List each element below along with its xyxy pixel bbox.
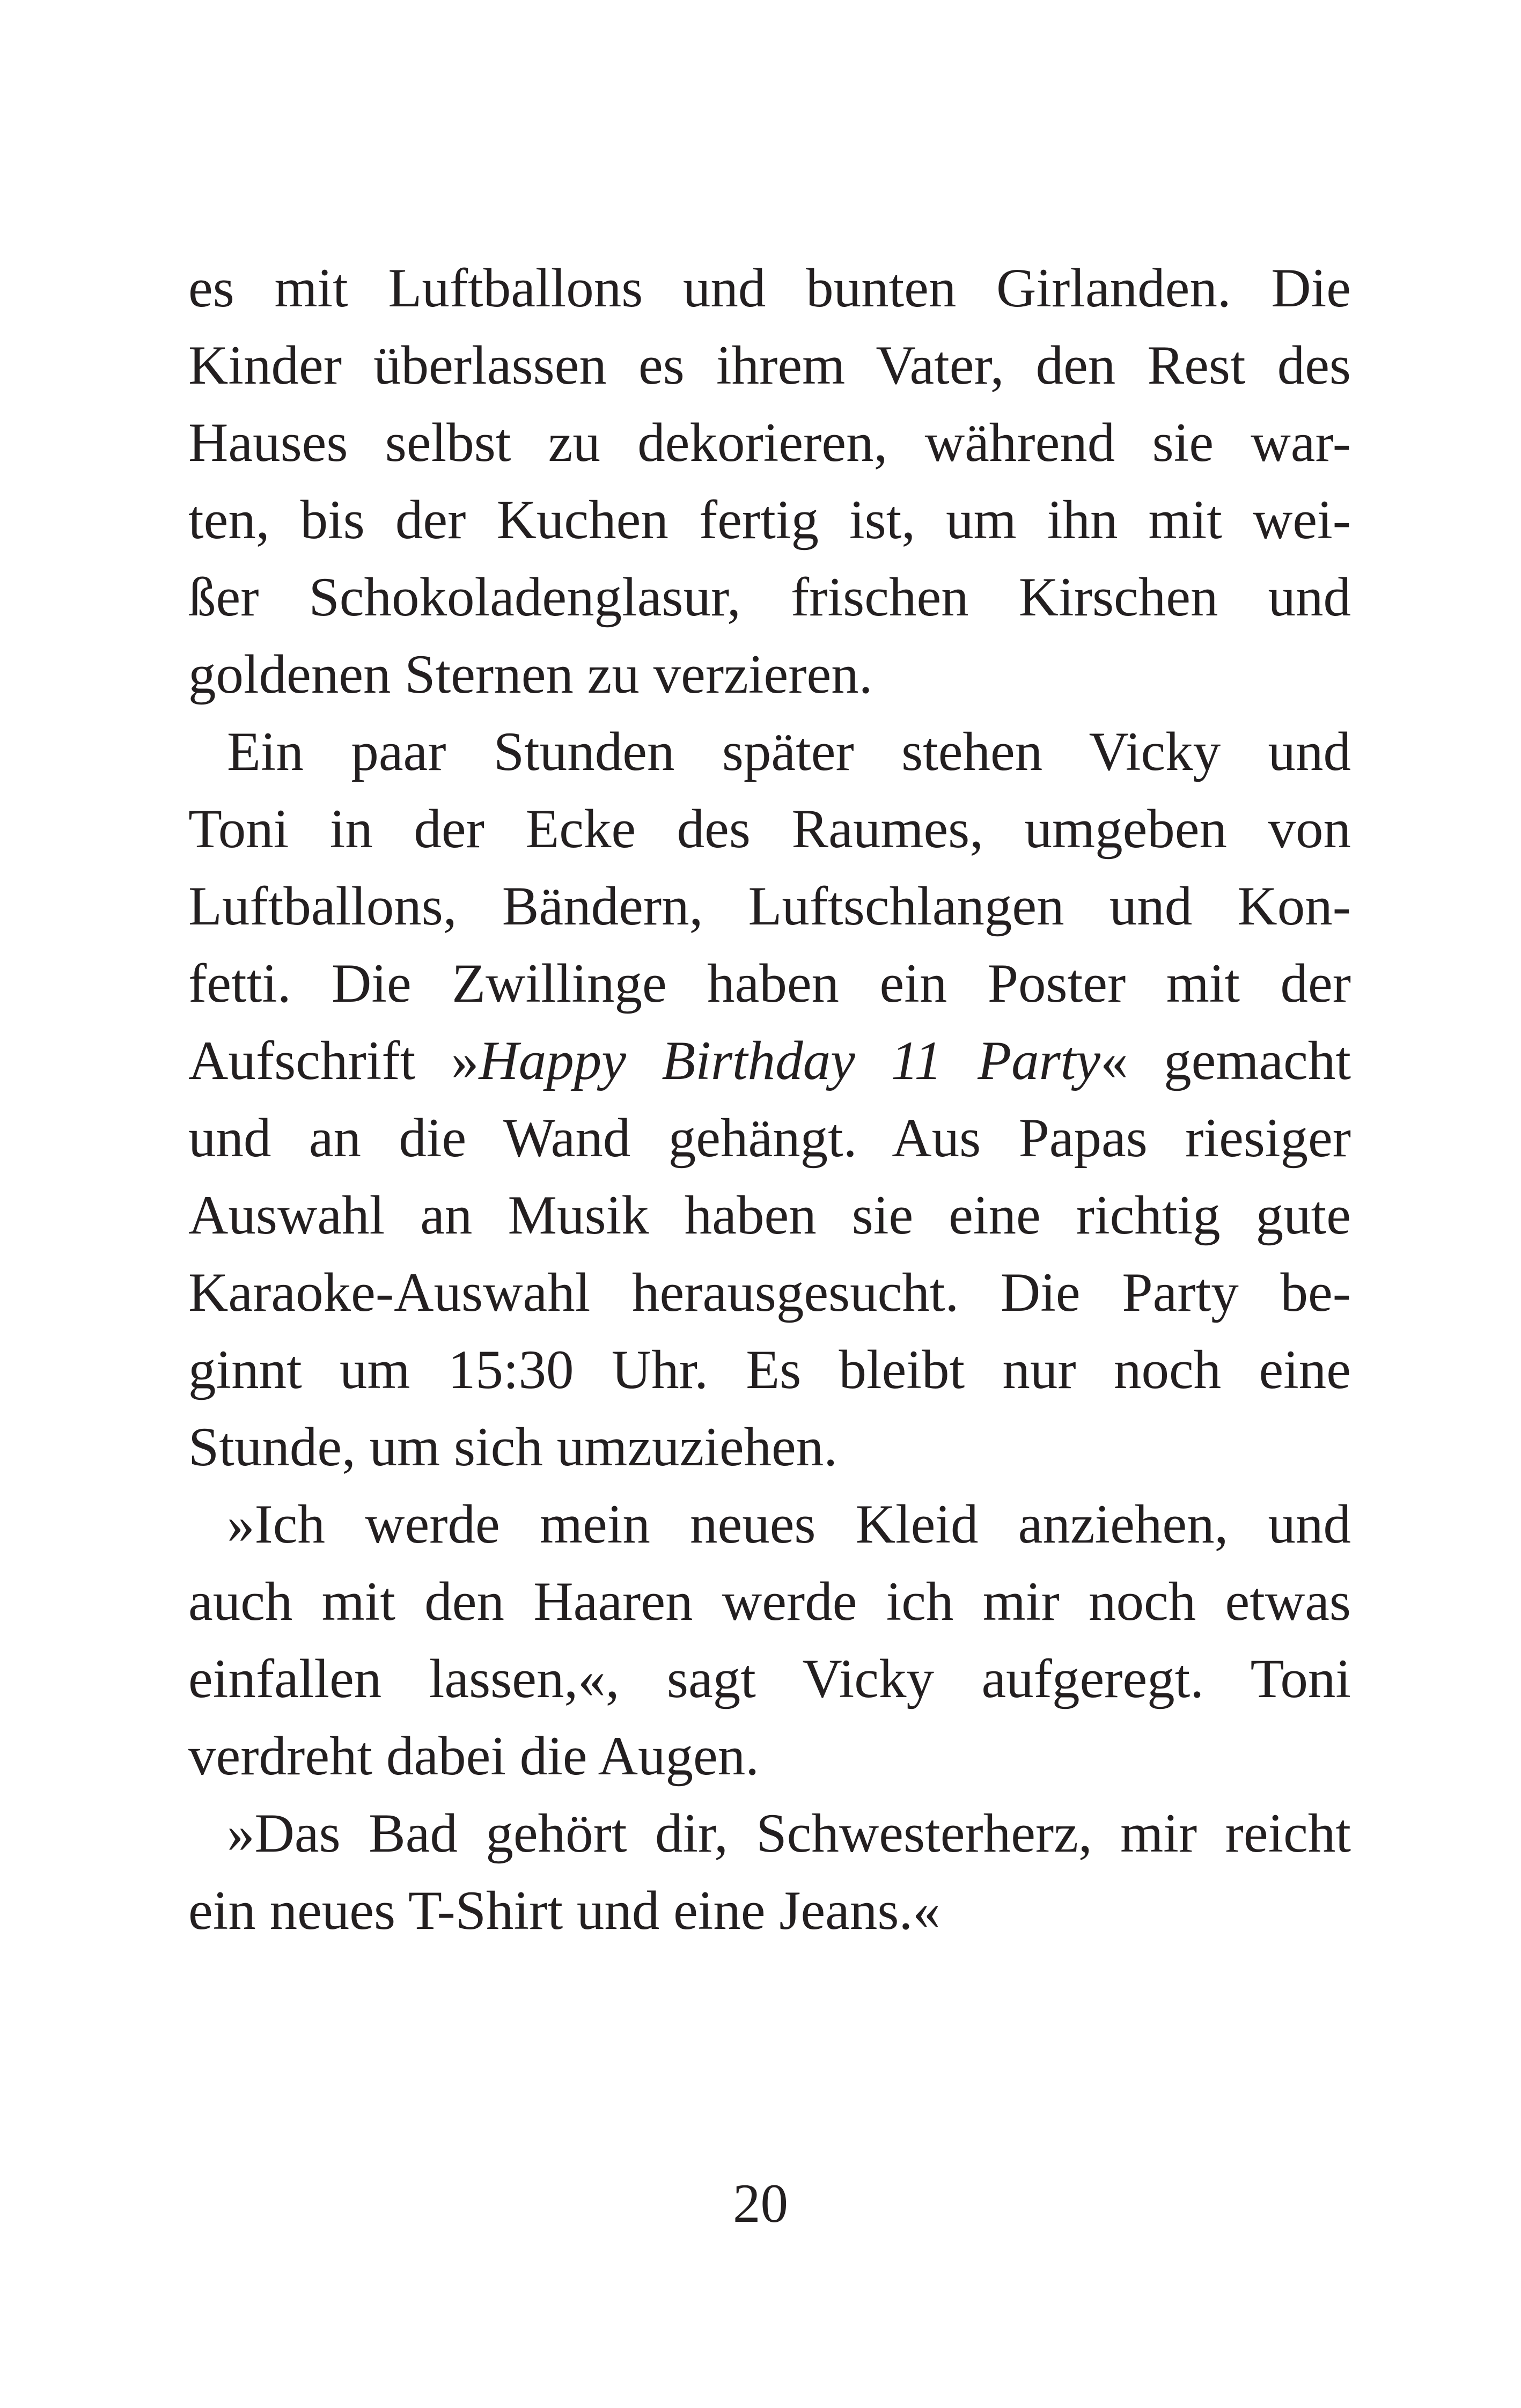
page-number: 20 (733, 2173, 788, 2234)
text-line: Kinder überlassen es ihrem Vater, den Rest des (188, 335, 1351, 396)
text-line: Karaoke-Auswahl herausgesucht. Die Party be- (188, 1262, 1351, 1323)
body-text (188, 249, 1351, 1949)
text-line: Toni in der Ecke des Raumes, umgeben von (188, 798, 1351, 860)
paragraph (188, 1795, 1351, 1949)
text-line: fetti. Die Zwillinge haben ein Poster mit der (188, 953, 1351, 1014)
poster-title: Happy Birthday 11 Party (479, 1030, 1101, 1091)
text-line: Luftballons, Bändern, Luftschlangen und Kon- (188, 876, 1351, 937)
text-fragment: Aufschrift » (188, 1030, 479, 1091)
paragraph (188, 249, 1351, 713)
text-line: es mit Luftballons und bunten Girlanden. Die (188, 258, 1351, 319)
text-line: ßer Schokoladenglasur, frischen Kirschen und (188, 567, 1351, 628)
text-line: »Das Bad gehört dir, Schwesterherz, mir reicht (227, 1803, 1351, 1864)
text-line: ten, bis der Kuchen fertig ist, um ihn mit wei- (188, 489, 1351, 550)
text-line: auch mit den Haaren werde ich mir noch etwas (188, 1571, 1351, 1632)
text-line: Auswahl an Musik haben sie eine richtig gute (188, 1185, 1351, 1246)
text-line: Ein paar Stunden später stehen Vicky und (227, 721, 1351, 782)
text-fragment: « gemacht (1100, 1030, 1351, 1091)
text-line (188, 1022, 1351, 1099)
paragraph (188, 1486, 1351, 1795)
text-line: goldenen Sternen zu verzieren. (188, 644, 873, 705)
text-line: »Ich werde mein neues Kleid anziehen, und (227, 1494, 1351, 1555)
text-line: ginnt um 15:30 Uhr. Es bleibt nur noch eine (188, 1339, 1351, 1400)
text-line: verdreht dabei die Augen. (188, 1726, 759, 1787)
text-line: einfallen lassen,«, sagt Vicky aufgeregt. Toni (188, 1648, 1351, 1709)
paragraph (188, 713, 1351, 1486)
text-line: und an die Wand gehängt. Aus Papas riesiger (188, 1107, 1351, 1169)
text-line: Hauses selbst zu dekorieren, während sie war- (188, 412, 1351, 473)
text-line: Stunde, um sich umzuziehen. (188, 1416, 837, 1478)
text-line: ein neues T-Shirt und eine Jeans.« (188, 1880, 940, 1941)
